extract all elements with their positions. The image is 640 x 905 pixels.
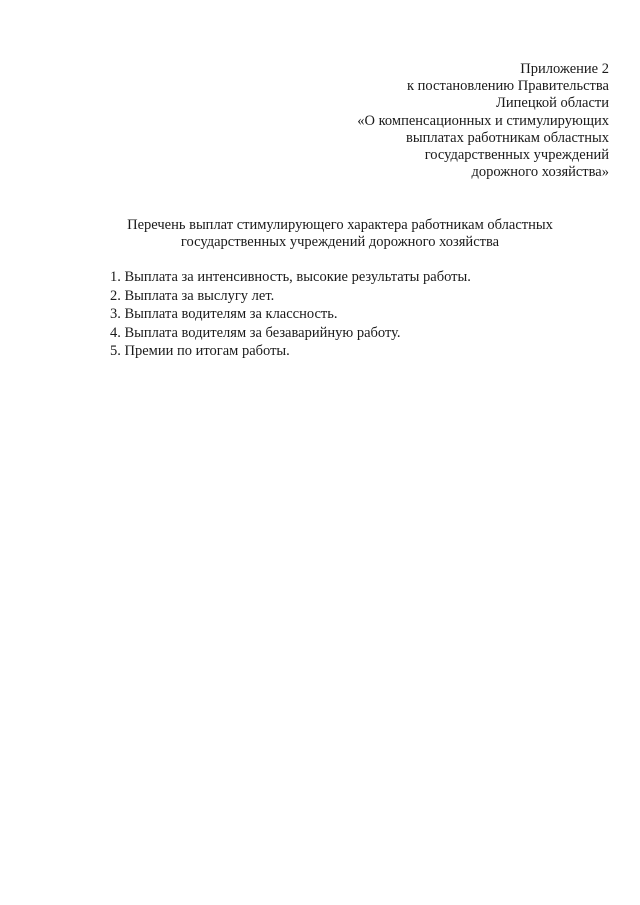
annex-line: «О компенсационных и стимулирующих — [357, 112, 609, 129]
document-title — [60, 217, 620, 251]
annex-line: Приложение 2 — [520, 61, 609, 77]
annex-line: Липецкой области — [496, 95, 609, 112]
annex-header — [289, 61, 609, 181]
annex-line: к постановлению Правительства — [407, 78, 609, 95]
payments-list — [110, 268, 610, 361]
annex-line: дорожного хозяйства» — [471, 164, 609, 181]
list-item: 1. Выплата за интенсивность, высокие результаты работы. — [110, 269, 471, 285]
title-line: государственных учреждений дорожного хозяйства — [180, 234, 500, 251]
list-item: 2. Выплата за выслугу лет. — [110, 287, 275, 304]
title-line: Перечень выплат стимулирующего характера работникам областных — [127, 217, 553, 233]
list-item: 4. Выплата водителям за безаварийную работу. — [110, 324, 401, 341]
list-item: 5. Премии по итогам работы. — [110, 343, 290, 360]
annex-line: выплатах работникам областных — [406, 129, 609, 146]
annex-line: государственных учреждений — [424, 147, 609, 164]
list-item: 3. Выплата водителям за классность. — [110, 306, 338, 323]
